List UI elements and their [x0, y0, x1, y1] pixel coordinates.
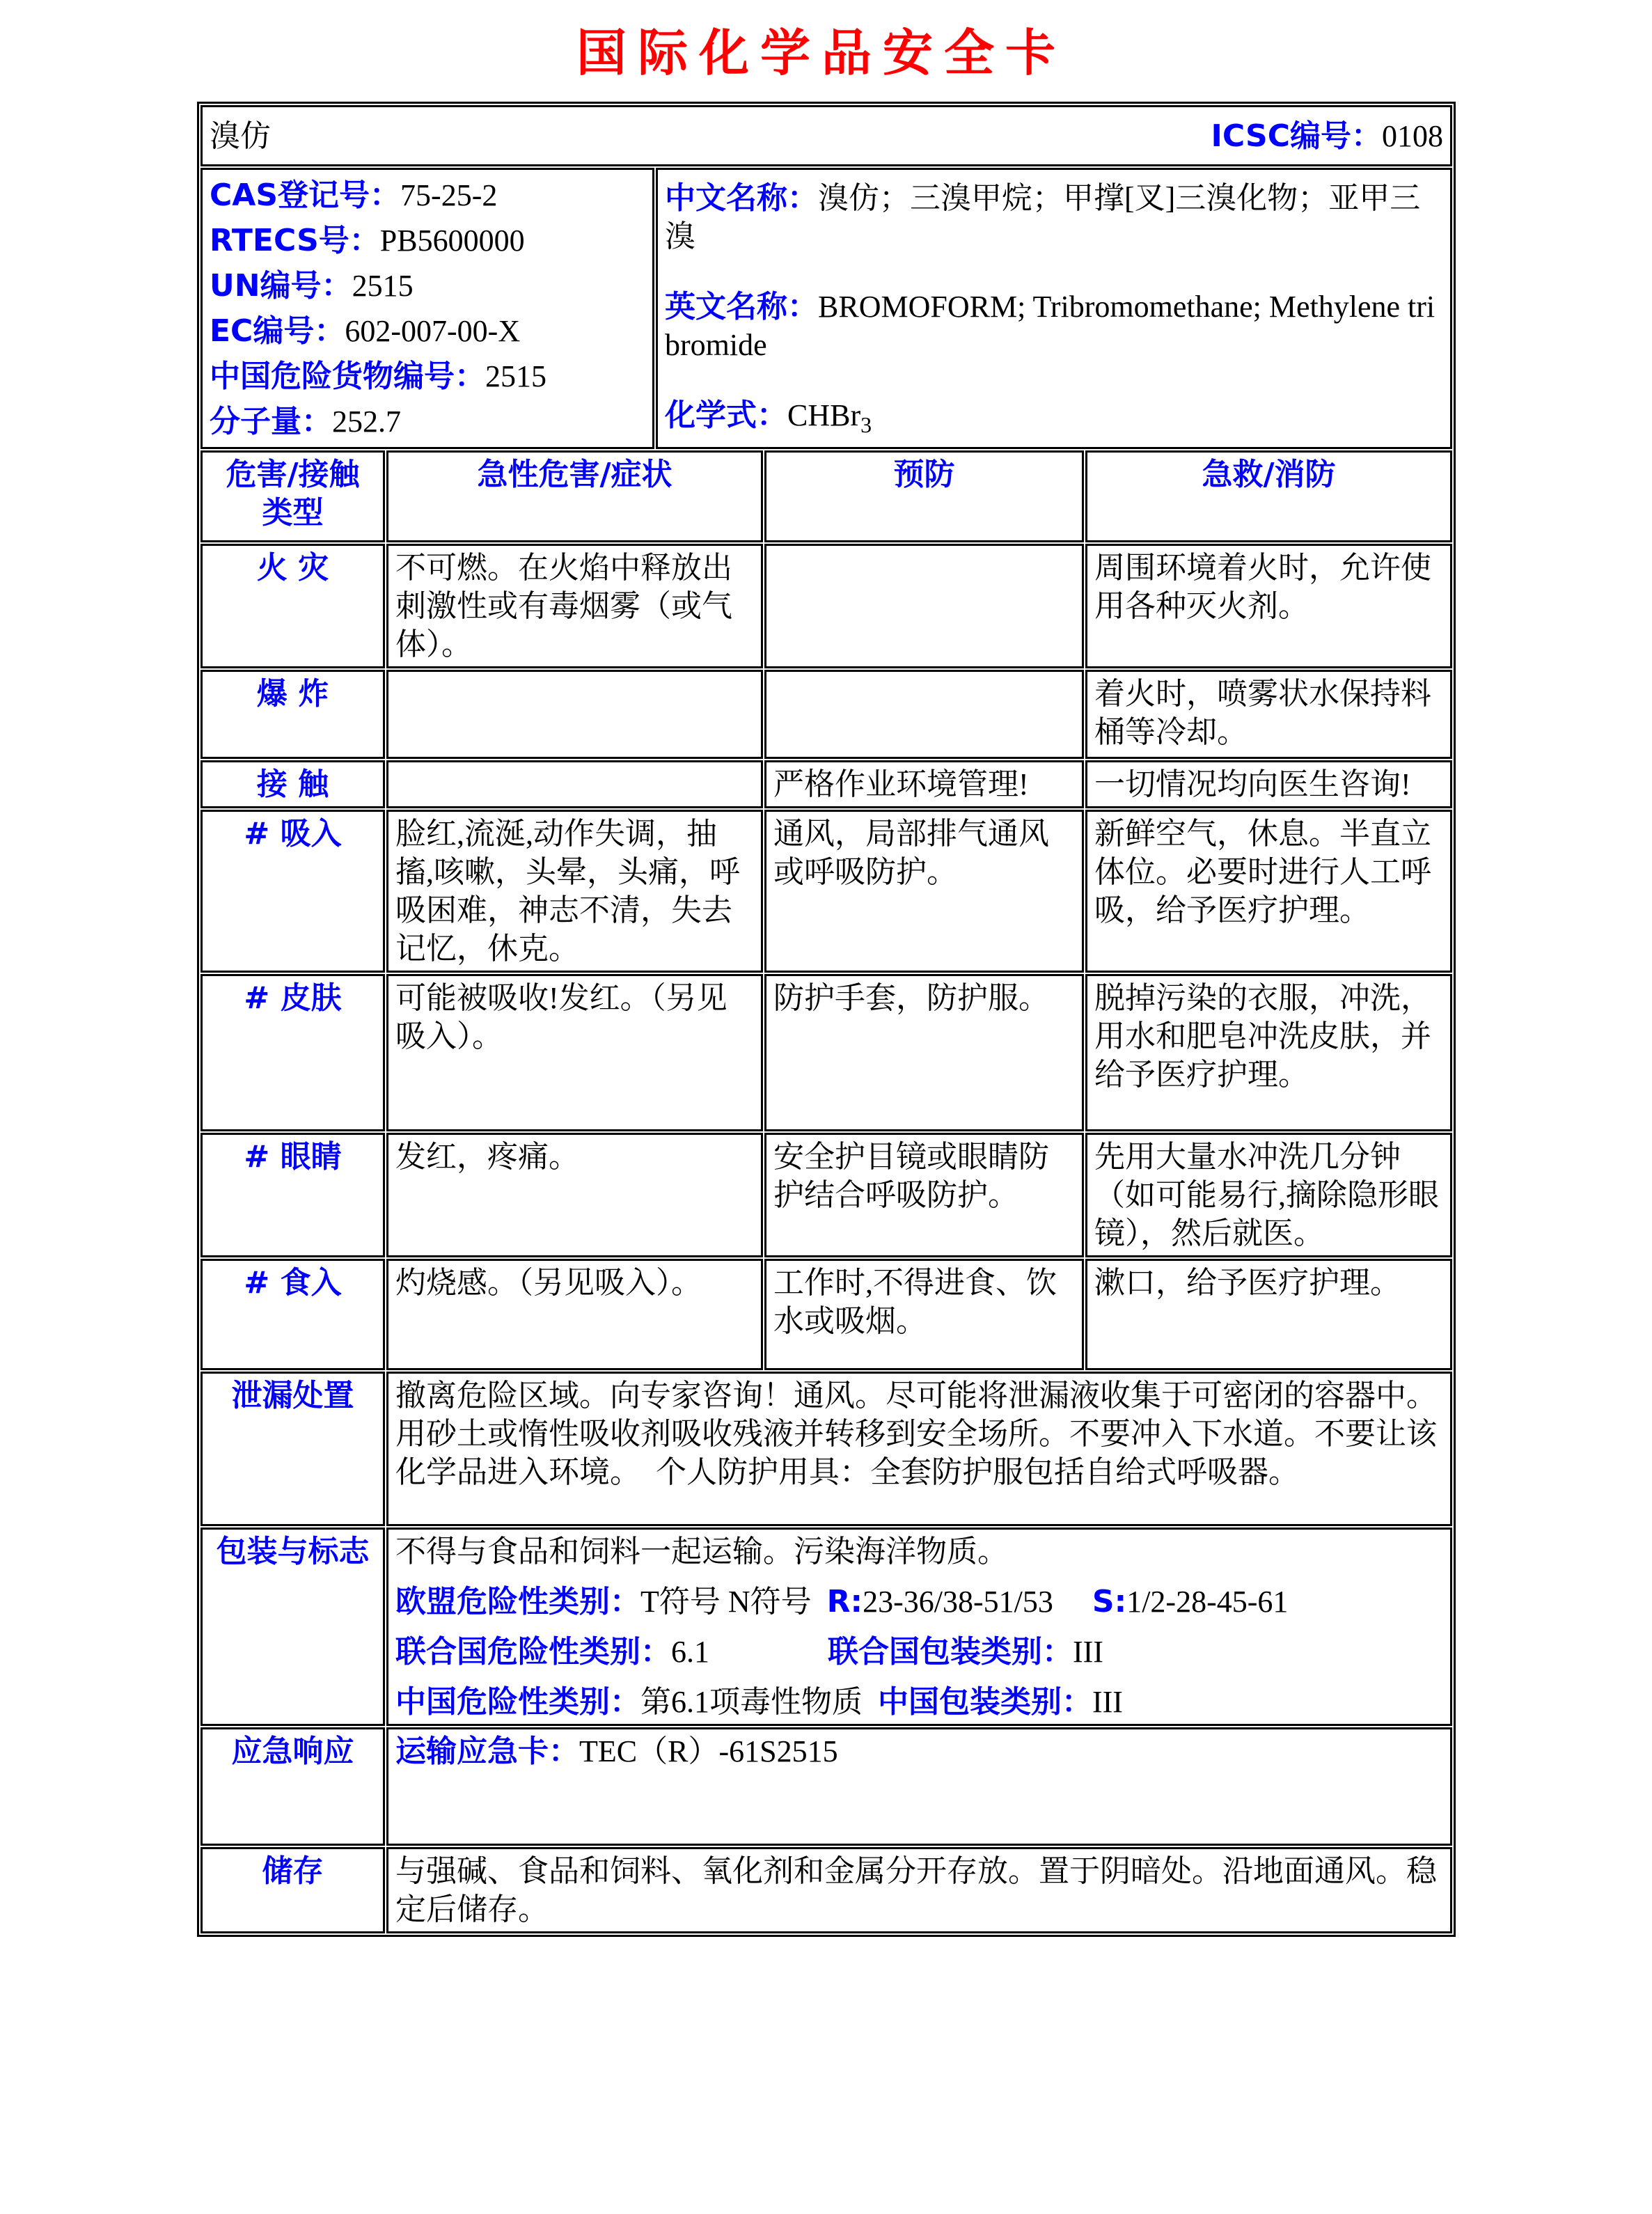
fire-symptoms: 不可燃。在火焰中释放出刺激性或有毒烟雾（或气体）。: [386, 544, 763, 668]
ec-number: EC编号：602-007-00-X: [210, 313, 521, 349]
hazard-row-exposure: [200, 760, 1452, 808]
packaging-cn-class: 中国危险性类别：第6.1项毒性物质 中国包装类别：III: [395, 1684, 1123, 1720]
spill-content: 撤离危险区域。向专家咨询！通风。尽可能将泄漏液收集于可密闭的容器中。用砂土或惰性吸收剂吸收残液并转移到安全场所。不要冲入下水道。不要让该化学品进入环境。 个人防护用具：全套防护服包括自给式呼吸器。: [386, 1372, 1452, 1526]
chemical-name: 溴仿: [210, 118, 271, 153]
icsc-number-label: ICSC编号：: [1211, 118, 1383, 154]
eyes-prevention: 安全护目镜或眼睛防护结合呼吸防护。: [764, 1133, 1084, 1257]
spill-row: [200, 1372, 1452, 1526]
hazard-row-skin: [200, 974, 1452, 1131]
page-title: 国际化学品安全卡: [576, 23, 1067, 82]
eyes-symptoms: 发红，疼痛。: [386, 1133, 763, 1257]
row-label-exposure: 接 触: [200, 760, 385, 808]
storage-content: 与强碱、食品和饲料、氧化剂和金属分开存放。置于阴暗处。沿地面通风。稳定后储存。: [386, 1847, 1452, 1933]
packaging-row: [200, 1528, 1452, 1726]
row-label-explosion: 爆 炸: [200, 670, 385, 759]
transport-card-label: 运输应急卡：: [395, 1734, 579, 1769]
s-phrases-value: 1/2-28-45-61: [1126, 1585, 1289, 1619]
icsc-number-value: 0108: [1382, 118, 1444, 153]
card-header-row: [200, 105, 1452, 166]
transport-card-value: TEC（R）-61S2515: [579, 1734, 838, 1768]
ingestion-firstaid: 漱口，给予医疗护理。: [1085, 1259, 1452, 1370]
card-header-cell: [200, 105, 1452, 166]
formula-subscript: 3: [860, 411, 872, 437]
row-label-ingestion: # 食入: [200, 1259, 385, 1370]
skin-symptoms: 可能被吸收!发红。（另见吸入）。: [386, 974, 763, 1131]
s-phrases-label: S:: [1092, 1584, 1127, 1619]
china-dg-number: 中国危险货物编号：2515: [210, 359, 546, 394]
molecular-weight: 分子量：252.7: [210, 404, 401, 439]
inhalation-prevention: 通风，局部排气通风或呼吸防护。: [764, 810, 1084, 973]
hazard-header-row: [200, 450, 1452, 542]
fire-prevention: [764, 544, 1084, 668]
col-header-hazard-type: 危害/接触类型: [200, 450, 385, 542]
inhalation-firstaid: 新鲜空气，休息。半直立体位。必要时进行人工呼吸，给予医疗护理。: [1085, 810, 1452, 973]
row-label-storage: 储存: [200, 1847, 385, 1933]
ingestion-symptoms: 灼烧感。（另见吸入）。: [386, 1259, 763, 1370]
row-label-emergency: 应急响应: [200, 1727, 385, 1846]
inhalation-symptoms: 脸红,流涎,动作失调，抽搐,咳嗽，头晕，头痛，呼吸困难，神志不清，失去记忆，休克。: [386, 810, 763, 973]
identity-row: [200, 168, 1452, 449]
chinese-names: 中文名称：溴仿；三溴甲烷；甲撑[叉]三溴化物；亚甲三溴: [665, 180, 1421, 253]
explosion-firstaid: 着火时，喷雾状水保持料桶等冷却。: [1085, 670, 1452, 759]
hazard-row-eyes: [200, 1133, 1452, 1257]
rtecs-number: RTECS号：PB5600000: [210, 223, 525, 258]
row-label-spill: 泄漏处置: [200, 1372, 385, 1526]
icsc-card-table: [197, 102, 1456, 1937]
r-phrases-value: 23-36/38-51/53: [863, 1585, 1053, 1619]
explosion-symptoms: [386, 670, 763, 759]
ingestion-prevention: 工作时,不得进食、饮水或吸烟。: [764, 1259, 1084, 1370]
hazard-row-explosion: [200, 670, 1452, 759]
eyes-firstaid: 先用大量水冲洗几分钟（如可能易行,摘除隐形眼镜），然后就医。: [1085, 1133, 1452, 1257]
emergency-row: [200, 1727, 1452, 1846]
identifiers-cell: [200, 168, 654, 449]
chemical-formula: 化学式：CHBr$_3$: [665, 397, 872, 437]
hazard-row-inhalation: [200, 810, 1452, 973]
packaging-transport-note: 不得与食品和饲料一起运输。污染海洋物质。: [395, 1534, 1008, 1569]
fire-firstaid: 周围环境着火时，允许使用各种灭火剂。: [1085, 544, 1452, 668]
cas-number: CAS登记号：75-25-2: [210, 178, 498, 213]
skin-prevention: 防护手套，防护服。: [764, 974, 1084, 1131]
col-header-firstaid: 急救/消防: [1085, 450, 1452, 542]
emergency-content: [386, 1727, 1452, 1846]
packaging-un-class: 联合国危险性类别：6.1 联合国包装类别：III: [395, 1634, 1103, 1670]
skin-firstaid: 脱掉污染的衣服，冲洗，用水和肥皂冲洗皮肤，并给予医疗护理。: [1085, 974, 1452, 1131]
row-label-eyes: # 眼睛: [200, 1133, 385, 1257]
icsc-number: [1211, 117, 1443, 155]
exposure-symptoms: [386, 760, 763, 808]
english-names: 英文名称：BROMOFORM; Tribromomethane; Methylene tribromide: [665, 288, 1435, 362]
explosion-prevention: [764, 670, 1084, 759]
storage-row: [200, 1847, 1452, 1933]
packaging-eu-class: 欧盟危险性类别：T符号 N符号 R:23-36/38-51/53 S:1/2-28-45-61: [395, 1584, 1289, 1619]
un-number: UN编号：2515: [210, 268, 414, 304]
col-header-symptoms: 急性危害/症状: [386, 450, 763, 542]
row-label-skin: # 皮肤: [200, 974, 385, 1131]
r-phrases-label: R:: [826, 1584, 863, 1619]
hazard-row-fire: [200, 544, 1452, 668]
hazard-row-ingestion: [200, 1259, 1452, 1370]
packaging-content: [386, 1528, 1452, 1726]
col-header-prevention: 预防: [764, 450, 1084, 542]
row-label-packaging: 包装与标志: [200, 1528, 385, 1726]
row-label-fire: 火 灾: [200, 544, 385, 668]
row-label-inhalation: # 吸入: [200, 810, 385, 973]
names-cell: [656, 168, 1452, 449]
exposure-prevention: 严格作业环境管理!: [764, 760, 1084, 808]
exposure-firstaid: 一切情况均向医生咨询!: [1085, 760, 1452, 808]
